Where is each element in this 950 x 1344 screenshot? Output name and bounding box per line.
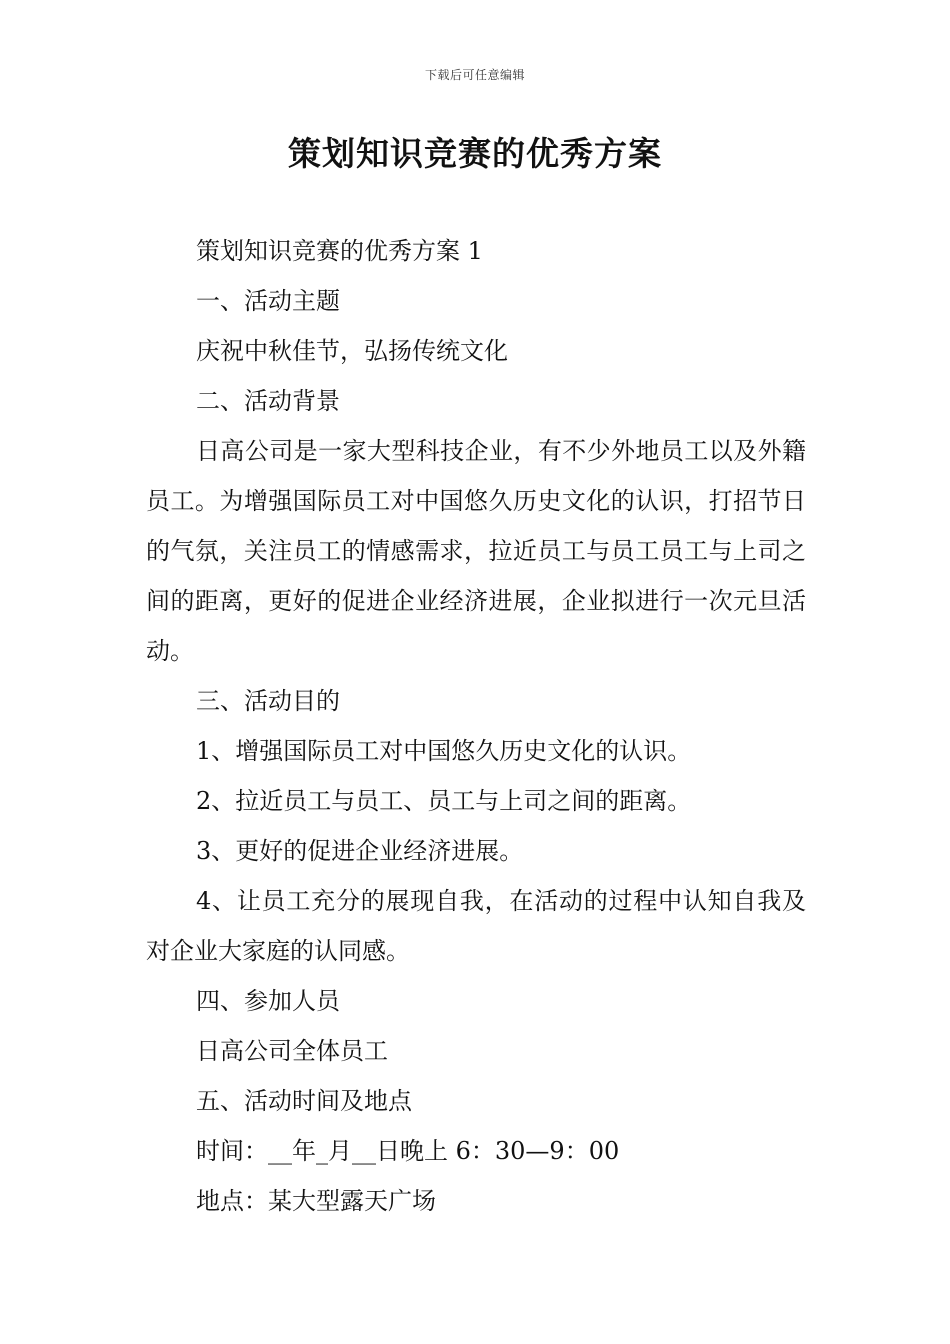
section-heading-theme: 一、活动主题 <box>196 287 340 315</box>
goal-item-2: 2、拉近员工与员工、员工与上司之间的距离。 <box>196 787 692 815</box>
goal-item-4: 4、让员工充分的展现自我，在活动的过程中认知自我及对企业大家庭的认同感。 <box>146 887 806 965</box>
goal-item-1: 1、增强国际员工对中国悠久历史文化的认识。 <box>196 737 692 765</box>
section-heading-background: 二、活动背景 <box>196 387 340 415</box>
subtitle-paragraph: 策划知识竞赛的优秀方案 1 <box>196 237 483 265</box>
header-note: 下载后可任意编辑 <box>424 68 525 82</box>
document-body <box>146 226 806 1226</box>
participants-paragraph: 日高公司全体员工 <box>196 1037 388 1065</box>
section-heading-goals: 三、活动目的 <box>196 687 340 715</box>
place-paragraph: 地点：某大型露天广场 <box>196 1187 436 1215</box>
theme-paragraph: 庆祝中秋佳节，弘扬传统文化 <box>196 337 508 365</box>
time-paragraph: 时间：__年_月__日晚上 6：30—9：00 <box>196 1137 620 1165</box>
section-heading-participants: 四、参加人员 <box>196 987 340 1015</box>
document-title: 策划知识竞赛的优秀方案 <box>288 134 662 173</box>
background-paragraph: 日高公司是一家大型科技企业，有不少外地员工以及外籍员工。为增强国际员工对中国悠久历史文化的认识，打招节日的气氛，关注员工的情感需求，拉近员工与员工员工与上司之间的距离，更好的促进企业经济进展，企业拟进行一次元旦活动。 <box>146 437 806 665</box>
section-heading-time-place: 五、活动时间及地点 <box>196 1087 412 1115</box>
goal-item-3: 3、更好的促进企业经济进展。 <box>196 837 524 865</box>
